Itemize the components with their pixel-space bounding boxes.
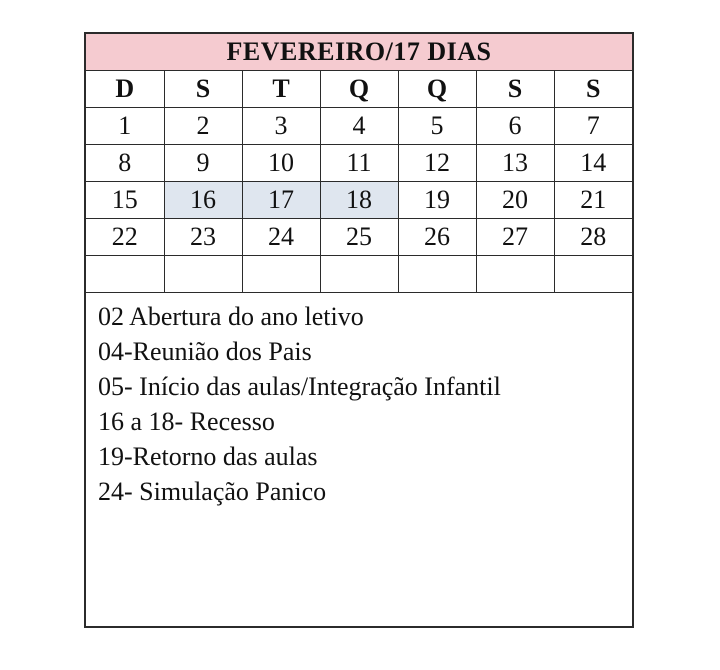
day-cell: 17: [242, 182, 320, 219]
day-cell: 1: [86, 108, 164, 145]
empty-day-cell: [164, 256, 242, 293]
title-row: [86, 34, 632, 71]
day-cell: 19: [398, 182, 476, 219]
weekday-label: S: [164, 71, 242, 108]
week-row: [86, 219, 632, 256]
day-cell: 8: [86, 145, 164, 182]
day-cell: 10: [242, 145, 320, 182]
week-row: [86, 145, 632, 182]
weekday-label: S: [554, 71, 632, 108]
empty-day-cell: [398, 256, 476, 293]
event-item: 24- Simulação Panico: [98, 477, 327, 506]
day-cell: 18: [320, 182, 398, 219]
weekday-label: Q: [320, 71, 398, 108]
day-cell: 3: [242, 108, 320, 145]
empty-day-cell: [86, 256, 164, 293]
weekday-label: S: [476, 71, 554, 108]
weekday-row: [86, 71, 632, 108]
month-title: FEVEREIRO/17 DIAS: [86, 34, 632, 71]
day-cell: 4: [320, 108, 398, 145]
day-cell: 5: [398, 108, 476, 145]
empty-day-cell: [554, 256, 632, 293]
empty-day-cell: [476, 256, 554, 293]
day-cell: 9: [164, 145, 242, 182]
day-cell: 26: [398, 219, 476, 256]
empty-day-cell: [320, 256, 398, 293]
day-cell: 20: [476, 182, 554, 219]
day-cell: 2: [164, 108, 242, 145]
weekday-label: D: [86, 71, 164, 108]
day-cell: 6: [476, 108, 554, 145]
day-cell: 28: [554, 219, 632, 256]
event-item: 16 a 18- Recesso: [98, 407, 275, 436]
day-cell: 14: [554, 145, 632, 182]
event-item: 05- Início das aulas/Integração Infantil: [98, 372, 501, 401]
weeks-body: [86, 108, 632, 293]
day-cell: 13: [476, 145, 554, 182]
day-cell: 11: [320, 145, 398, 182]
day-cell: 22: [86, 219, 164, 256]
event-item: 02 Abertura do ano letivo: [98, 302, 364, 331]
day-cell: 23: [164, 219, 242, 256]
weekday-label: T: [242, 71, 320, 108]
calendar-panel: [84, 32, 634, 628]
day-cell: 12: [398, 145, 476, 182]
calendar-grid: [86, 34, 632, 293]
day-cell: 25: [320, 219, 398, 256]
week-row: [86, 182, 632, 219]
event-item: 04-Reunião dos Pais: [98, 337, 312, 366]
day-cell: 24: [242, 219, 320, 256]
empty-day-cell: [242, 256, 320, 293]
day-cell: 16: [164, 182, 242, 219]
day-cell: 7: [554, 108, 632, 145]
day-cell: 15: [86, 182, 164, 219]
weekday-label: Q: [398, 71, 476, 108]
week-row: [86, 108, 632, 145]
event-item: 19-Retorno das aulas: [98, 442, 318, 471]
day-cell: 21: [554, 182, 632, 219]
events-list: [86, 293, 632, 509]
day-cell: 27: [476, 219, 554, 256]
empty-week-row: [86, 256, 632, 293]
